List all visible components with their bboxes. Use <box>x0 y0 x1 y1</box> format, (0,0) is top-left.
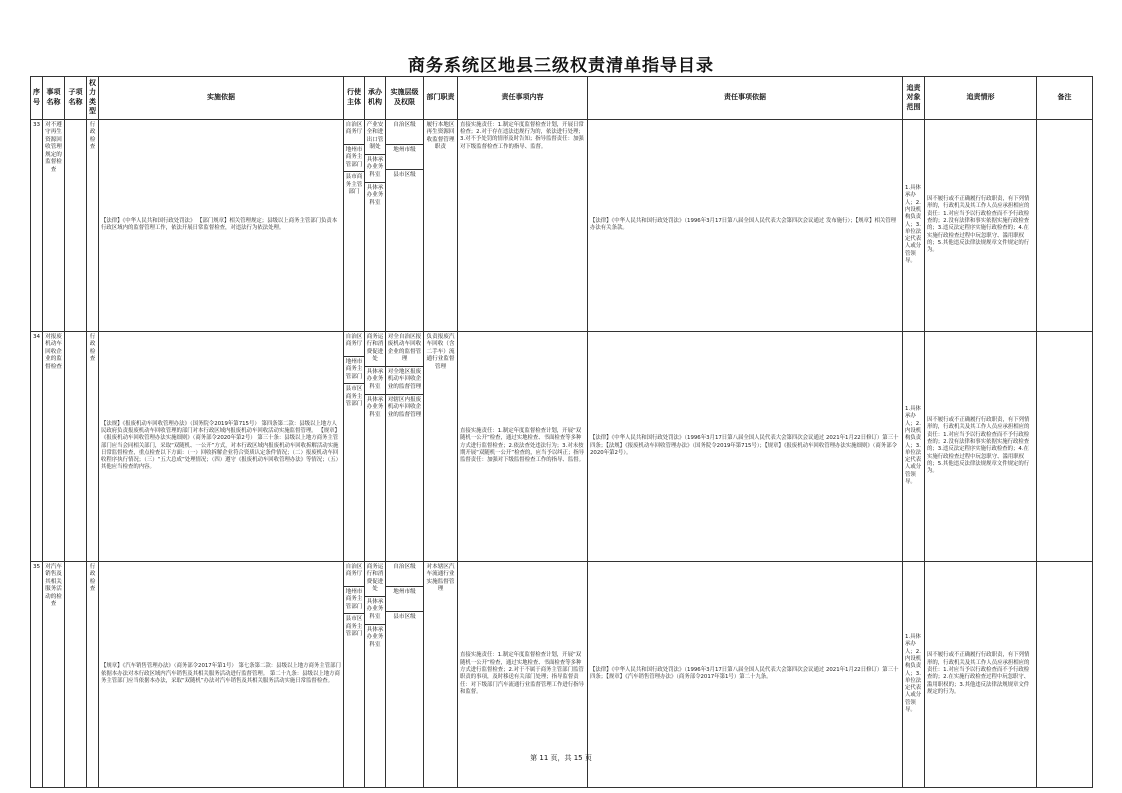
level-cell: 县市区级 <box>393 613 416 620</box>
agency-cell: 具体承办业务科室 <box>366 626 384 648</box>
remark <box>1037 119 1093 331</box>
accountability-targets: 1.具体承办人；2.内设机构负责人；3.单位法定代表人或分管领导。 <box>903 331 925 561</box>
agency-cell: 具体承办业务科室 <box>366 396 384 418</box>
header-cell: 承办机构 <box>365 77 386 120</box>
header-cell: 权力类型 <box>87 77 99 120</box>
item-name: 对汽车销售及其相关服务活动的检查 <box>43 561 65 787</box>
row-number: 33 <box>31 119 43 331</box>
accountability-targets: 1.具体承办人；2.内设机构负责人；3.单位法定代表人或分管领导。 <box>903 119 925 331</box>
department-duty: 履行本地区再生资源回收监督管理职责 <box>424 119 458 331</box>
header-cell: 实施层级及权限 <box>386 77 424 120</box>
accountability-situations: 因不履行或不正确履行行政职责，有下列情形的，行政机关及其工作人员应承担相应的责任：1.对应当予以行政检查而不予行政检查的；2.在实施行政检查过程中玩忽职守、滥用职权的；3.其他违反法律法规规章文件规定的行为。 <box>925 561 1037 787</box>
power-type: 行政检查 <box>87 119 99 331</box>
accountability-situations: 因不履行或不正确履行行政职责，有下列情形的，行政机关及其工作人员应承担相应的责任：1.对应当予以行政检查而不予行政检查的；2.没有法律和事实依据实施行政检查的；3.违反法定程序实施行政检查的；4.在实施行政检查过程中玩忽职守、滥用职权的；5.其他违反法律法规规章文件规定的行为。 <box>925 119 1037 331</box>
sub-item-name <box>65 119 87 331</box>
agency-cell: 具体承办业务科室 <box>365 155 385 183</box>
level-cell: 自治区级 <box>386 562 423 587</box>
level-cell: 地州市级 <box>386 587 423 612</box>
power-type: 行政检查 <box>87 331 99 561</box>
level-cell: 对全自治区报废机动车回收企业的监督管理 <box>386 332 423 367</box>
subject-cell: 县市商务主管部门 <box>345 174 363 196</box>
responsibility-basis: 【法律】《中华人民共和国行政处罚法》（1996年3月17日第八届全国人民代表大会第四次会议通过 发布施行）；【规章】相关管理办法有关条款。 <box>588 119 903 331</box>
responsibility-basis: 【法律】《中华人民共和国行政处罚法》（1996年3月17日第八届全国人民代表大会第四次会议通过 2021年1月22日修订）第三十四条；【法规】《报废机动车回收管理办法》（国务院令2019年第715号）；【规章】《报废机动车回收管理办法实施细则》（商务部令2020年第2号）。 <box>588 331 903 561</box>
agency-cell: 产业安全和进出口管制处 <box>365 120 385 155</box>
table-row <box>31 331 1093 561</box>
page-title: 商务系统区地县三级权责清单指导目录 <box>408 56 714 76</box>
power-type: 行政检查 <box>87 561 99 787</box>
header-cell: 子项名称 <box>65 77 87 120</box>
level-cell: 地州市级 <box>386 145 423 170</box>
subject-cell: 自治区商务厅 <box>344 562 364 587</box>
agency-cell: 具体承办业务科室 <box>366 184 384 206</box>
subject-cell: 自治区商务厅 <box>344 332 364 357</box>
implementation-basis: 【法规】《报废机动车回收管理办法》（国务院令2019年第715号） 第四条第二款：县级以上地方人民政府负责报废机动车回收管理的部门对本行政区域内报废机动车回收活动实施监督管理。 【规章】《报废机动车回收管理办法实施细则》（商务部令2020年第2号） 第三十条：县级以上地方商务主管部门应当会同相关部门，采取“双随机、一公开”方式，对本行政区域内报废机动车回收拆解活动实施日常监督检查，重点检查以下方面：（一）回收拆解企业符合资质认定条件情况；（二）报废机动车回收程序执行情况；（三）“五大总成”处理情况；（四）遵守《报废机动车回收管理办法》等情况；（五）其他应当检查的内容。 <box>99 331 344 561</box>
agency-cell: 具体承办业务科室 <box>365 597 385 625</box>
catalog-table <box>30 76 1093 788</box>
header-cell: 部门职责 <box>424 77 458 120</box>
header-cell: 事项名称 <box>43 77 65 120</box>
row-number: 34 <box>31 331 43 561</box>
level-cell: 县市区级 <box>393 171 416 178</box>
table-row <box>31 119 1093 331</box>
responsibility-content: 直接实施责任：1.制定年度监督检查计划，开展日常检查；2.对于存在违法违规行为的，依法进行处理；3.对不予处罚的情形及时告知；指导监督责任：加强对下级监督检查工作的指导、监督。 <box>458 119 588 331</box>
responsibility-content: 直接实施责任：1.制定年度监督检查计划，开展“双随机一公开”检查，通过实地检查、书面检查等多种方式进行监督检查；2.对于不属于商务主管部门监管职责的事项，及时移送有关部门处理；指导监督责任：对下级部门汽车流通行业监督管理工作进行指导和监督。 <box>458 561 588 787</box>
level-cell: 对辖区内报废机动车回收企业的监督管理 <box>387 396 422 418</box>
header-cell: 序号 <box>31 77 43 120</box>
header-cell: 追责对象范围 <box>903 77 925 120</box>
header-cell: 行使主体 <box>344 77 365 120</box>
department-duty: 负责报废汽车回收（含二手车）流通行业监督管理 <box>424 331 458 561</box>
header-cell: 责任事项依据 <box>588 77 903 120</box>
subject-cell: 地州市商务主管部门 <box>344 587 364 615</box>
header-cell: 追责情形 <box>925 77 1037 120</box>
agency-cell: 商务运行和消费促进处 <box>365 332 385 367</box>
accountability-situations: 因不履行或不正确履行行政职责，有下列情形的，行政机关及其工作人员应承担相应的责任：1.对应当予以行政检查而不予行政检查的；2.没有法律和事实依据实施行政检查的；3.违反法定程序实施行政检查的；4.在实施行政检查过程中玩忽职守、滥用职权的；5.其他违反法律法规规章文件规定的行为。 <box>925 331 1037 561</box>
header-cell: 责任事项内容 <box>458 77 588 120</box>
header-row <box>31 77 1093 120</box>
item-name: 对不遵守再生资源回收管理规定的监督检查 <box>43 119 65 331</box>
agency-cell: 具体承办业务科室 <box>365 367 385 395</box>
accountability-targets: 1.具体承办人；2.内设机构负责人；3.单位法定代表人或分管领导。 <box>903 561 925 787</box>
subject-cell: 自治区商务厅 <box>344 120 364 145</box>
department-duty: 对本辖区汽车流通行业实施监督管理 <box>424 561 458 787</box>
responsibility-content: 直接实施责任：1.制定年度监督检查计划，开展“双随机一公开”检查，通过实地检查、书面检查等多种方式进行监督检查；2.依法查处违法行为；3.对未按期开展“双随机一公开”检查的，应当予以纠正；指导监督责任：加强对下级监督检查工作的指导、监督。 <box>458 331 588 561</box>
page-number: 第 11 页，共 15 页 <box>530 754 592 762</box>
implementation-basis: 【法律】《中华人民共和国行政处罚法》 【部门规章】相关管理规定；县级以上商务主管部门负责本行政区域内的监督管理工作，依法开展日常监督检查，对违法行为依法处理。 <box>99 119 344 331</box>
header-cell: 实施依据 <box>99 77 344 120</box>
subject-cell: 地州市商务主管部门 <box>344 145 364 173</box>
row-number: 35 <box>31 561 43 787</box>
implementation-basis: 【规章】《汽车销售管理办法》（商务部令2017年第1号） 第七条第二款：县级以上地方商务主管部门依据本办法对本行政区域内汽车销售及其相关服务活动进行监督管理。 第二十九条：县级以上地方商务主管部门应当依据本办法，采取“双随机”办法对汽车销售及其相关服务活动实施日常监督检查。 <box>99 561 344 787</box>
level-cell: 自治区级 <box>386 120 423 145</box>
subject-cell: 县市区商务主管部门 <box>345 616 363 638</box>
sub-item-name <box>65 331 87 561</box>
subject-cell: 县市区商务主管部门 <box>345 386 363 408</box>
header-cell: 备注 <box>1037 77 1093 120</box>
agency-cell: 商务运行和消费促进处 <box>365 562 385 597</box>
item-name: 对报废机动车回收企业的监督检查 <box>43 331 65 561</box>
level-cell: 对全地区报废机动车回收企业的监督管理 <box>386 367 423 395</box>
remark <box>1037 331 1093 561</box>
subject-cell: 地州市商务主管部门 <box>344 357 364 385</box>
responsibility-basis: 【法律】《中华人民共和国行政处罚法》（1996年3月17日第八届全国人民代表大会第四次会议通过 2021年1月22日修订）第三十四条；【规章】《汽车销售管理办法》（商务部令2017年第1号）第二十九条。 <box>588 561 903 787</box>
